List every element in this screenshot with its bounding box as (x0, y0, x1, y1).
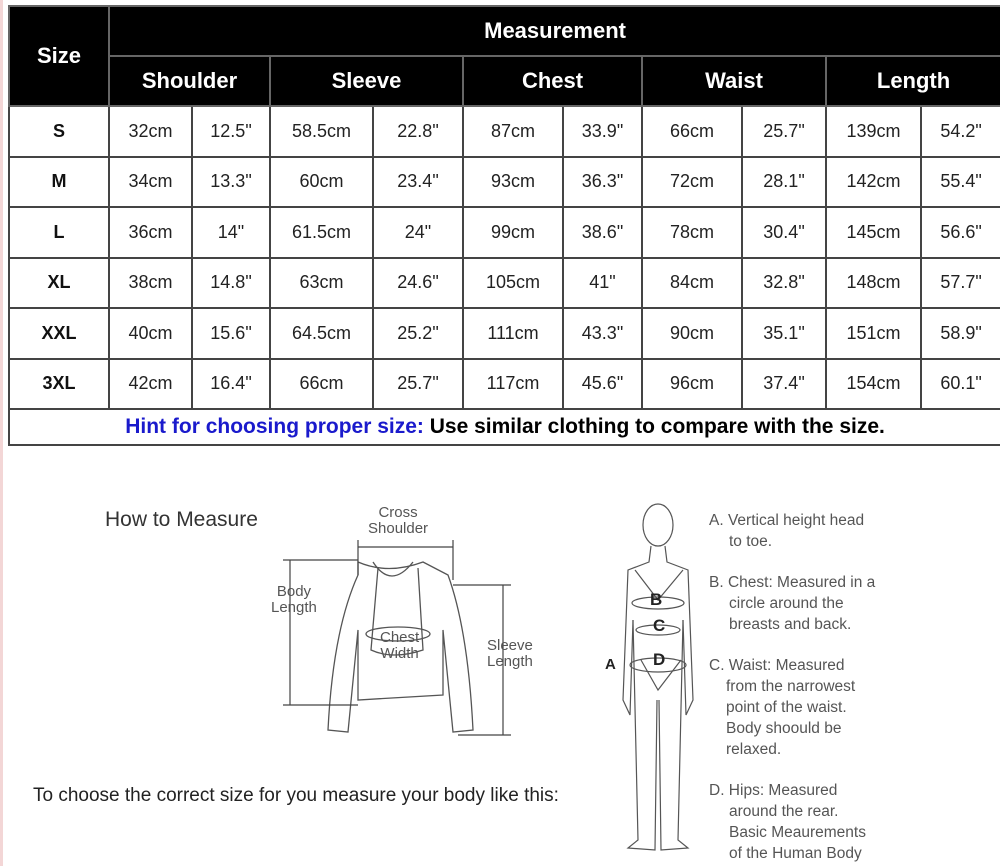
desc-line: from the narrowest (726, 678, 856, 695)
marker-b: B (650, 590, 663, 609)
desc-line: of the Human Body (729, 845, 862, 862)
desc-line: C. Waist: Measured (709, 657, 845, 674)
human-body-diagram-icon (613, 500, 698, 866)
value-cell: 23.4" (373, 157, 463, 208)
value-cell: 40cm (109, 308, 192, 359)
desc-line: relaxed. (726, 741, 782, 758)
value-cell: 63cm (270, 258, 373, 309)
value-cell: 78cm (642, 207, 742, 258)
marker-c: C (653, 616, 666, 635)
value-cell: 32cm (109, 106, 192, 157)
size-cell: 3XL (9, 359, 109, 410)
desc-d (709, 780, 866, 864)
size-cell: L (9, 207, 109, 258)
label-line: Length (271, 599, 317, 616)
value-cell: 16.4" (192, 359, 270, 410)
value-cell: 12.5" (192, 106, 270, 157)
sleeve-length-label (487, 638, 533, 670)
value-cell: 139cm (826, 106, 921, 157)
value-cell: 32.8" (742, 258, 826, 309)
desc-line: to toe. (729, 533, 773, 550)
value-cell: 66cm (270, 359, 373, 410)
value-cell: 25.7" (742, 106, 826, 157)
table-row (9, 308, 1000, 359)
value-cell: 36.3" (563, 157, 642, 208)
body-length-label (271, 584, 317, 616)
value-cell: 117cm (463, 359, 563, 410)
desc-b (709, 572, 875, 635)
choose-size-text: To choose the correct size for you measure your body like this: (33, 785, 559, 806)
value-cell: 43.3" (563, 308, 642, 359)
value-cell: 25.7" (373, 359, 463, 410)
value-cell: 61.5cm (270, 207, 373, 258)
value-cell: 145cm (826, 207, 921, 258)
desc-a (709, 510, 864, 552)
measurement-header: Measurement (109, 6, 1000, 56)
desc-line: A. Vertical height head (709, 512, 865, 529)
value-cell: 58.5cm (270, 106, 373, 157)
size-header: Size (9, 6, 109, 106)
size-cell: XL (9, 258, 109, 309)
value-cell: 66cm (642, 106, 742, 157)
marker-d: D (653, 650, 666, 669)
desc-c (709, 655, 855, 760)
how-to-measure-title: How to Measure (105, 508, 258, 531)
desc-line: point of the waist. (726, 699, 847, 716)
value-cell: 96cm (642, 359, 742, 410)
desc-line: around the rear. (729, 803, 839, 820)
value-cell: 14.8" (192, 258, 270, 309)
column-header-shoulder: Shoulder (109, 56, 270, 106)
value-cell: 54.2" (921, 106, 1000, 157)
value-cell: 38cm (109, 258, 192, 309)
cross-shoulder-label (368, 505, 428, 537)
value-cell: 24.6" (373, 258, 463, 309)
hint-label: Hint for choosing proper size: (125, 415, 424, 438)
label-line: Chest (380, 629, 420, 646)
column-header-length: Length (826, 56, 1000, 106)
value-cell: 24" (373, 207, 463, 258)
label-line: Body (276, 583, 312, 600)
value-cell: 25.2" (373, 308, 463, 359)
value-cell: 57.7" (921, 258, 1000, 309)
label-line: Sleeve (487, 637, 533, 654)
label-line: Length (487, 653, 533, 670)
size-cell: M (9, 157, 109, 208)
value-cell: 13.3" (192, 157, 270, 208)
value-cell: 33.9" (563, 106, 642, 157)
value-cell: 72cm (642, 157, 742, 208)
value-cell: 60cm (270, 157, 373, 208)
value-cell: 38.6" (563, 207, 642, 258)
value-cell: 60.1" (921, 359, 1000, 410)
value-cell: 154cm (826, 359, 921, 410)
column-header-sleeve: Sleeve (270, 56, 463, 106)
table-row (9, 258, 1000, 309)
value-cell: 64.5cm (270, 308, 373, 359)
value-cell: 56.6" (921, 207, 1000, 258)
size-cell: S (9, 106, 109, 157)
value-cell: 22.8" (373, 106, 463, 157)
value-cell: 87cm (463, 106, 563, 157)
desc-line: Basic Meaurements (729, 824, 866, 841)
desc-line: Body shoould be (726, 720, 842, 737)
desc-line: breasts and back. (729, 616, 852, 633)
value-cell: 15.6" (192, 308, 270, 359)
desc-line: B. Chest: Measured in a (709, 574, 876, 591)
label-line: Width (380, 645, 419, 662)
value-cell: 105cm (463, 258, 563, 309)
table-row (9, 157, 1000, 208)
size-chart-table (8, 5, 1000, 446)
value-cell: 99cm (463, 207, 563, 258)
value-cell: 142cm (826, 157, 921, 208)
value-cell: 34cm (109, 157, 192, 208)
desc-line: D. Hips: Measured (709, 782, 838, 799)
value-cell: 42cm (109, 359, 192, 410)
table-row (9, 207, 1000, 258)
table-row (9, 359, 1000, 410)
value-cell: 151cm (826, 308, 921, 359)
value-cell: 58.9" (921, 308, 1000, 359)
desc-line: circle around the (729, 595, 844, 612)
value-cell: 84cm (642, 258, 742, 309)
chest-width-label (380, 630, 419, 662)
column-header-chest: Chest (463, 56, 642, 106)
hint-text: Use similar clothing to compare with the size. (429, 415, 885, 438)
label-line: Cross (378, 504, 418, 521)
size-cell: XXL (9, 308, 109, 359)
value-cell: 93cm (463, 157, 563, 208)
sweater-diagram-icon (263, 500, 563, 750)
hint-row (9, 409, 1000, 445)
value-cell: 41" (563, 258, 642, 309)
value-cell: 28.1" (742, 157, 826, 208)
value-cell: 90cm (642, 308, 742, 359)
value-cell: 36cm (109, 207, 192, 258)
value-cell: 30.4" (742, 207, 826, 258)
value-cell: 55.4" (921, 157, 1000, 208)
value-cell: 37.4" (742, 359, 826, 410)
column-header-waist: Waist (642, 56, 826, 106)
value-cell: 35.1" (742, 308, 826, 359)
value-cell: 111cm (463, 308, 563, 359)
value-cell: 148cm (826, 258, 921, 309)
value-cell: 14" (192, 207, 270, 258)
marker-a: A (605, 656, 616, 673)
table-row (9, 106, 1000, 157)
label-line: Shoulder (368, 520, 429, 537)
value-cell: 45.6" (563, 359, 642, 410)
